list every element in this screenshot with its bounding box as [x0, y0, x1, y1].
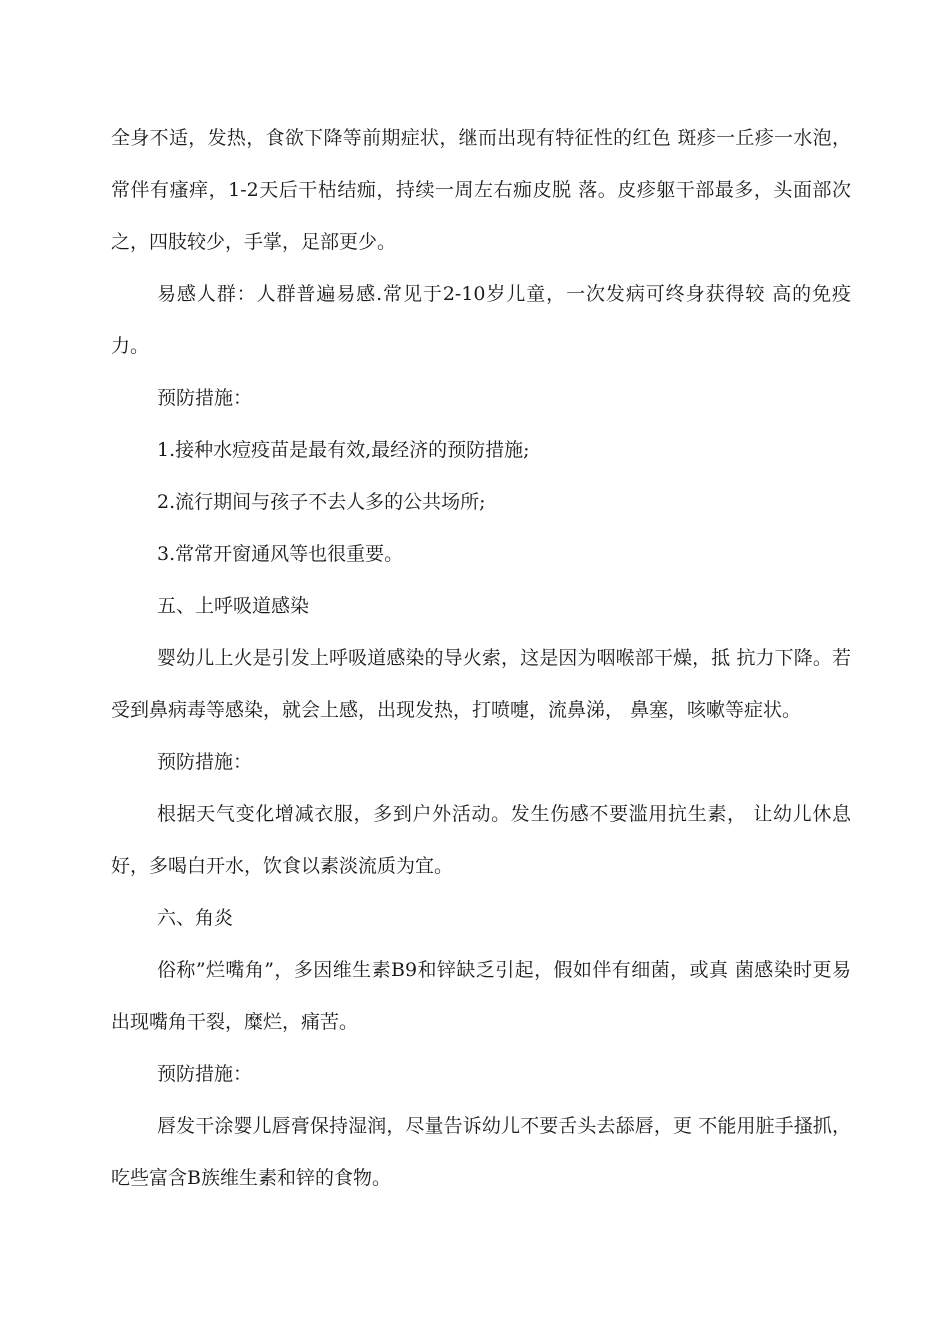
paragraph-respiratory-description: 婴幼儿上火是引发上呼吸道感染的导火索，这是因为咽喉部干燥，抵 抗力下降。若受到鼻病毒等感染，就会上感，出现发热，打喷嚏，流鼻涕， 鼻塞，咳嗽等症状。	[111, 647, 851, 721]
heading-prevention-measures: 预防措施：	[157, 1063, 253, 1085]
heading-prevention-measures: 预防措施：	[157, 387, 253, 409]
paragraph-respiratory-prevention: 根据天气变化增减衣服，多到户外活动。发生伤感不要滥用抗生素， 让幼儿休息好，多喝白开水，饮食以素淡流质为宜。	[111, 803, 851, 877]
paragraph-chickenpox-symptoms: 全身不适，发热，食欲下降等前期症状，继而出现有特征性的红色 斑疹一丘疹一水泡，常伴有瘙痒，1-2天后干枯结痂，持续一周左右痂皮脱 落。皮疹躯干部最多，头面部次之，四肢较少，手掌，足部更少。	[111, 127, 851, 253]
section-heading-upper-respiratory-infection: 五、上呼吸道感染	[157, 595, 310, 617]
section-heading-angular-cheilitis: 六、角炎	[157, 907, 234, 929]
list-item-vaccine: 1.接种水痘疫苗是最有效,最经济的预防措施;	[157, 439, 530, 461]
list-item-ventilation: 3.常常开窗通风等也很重要。	[157, 543, 404, 565]
heading-prevention-measures: 预防措施：	[157, 751, 253, 773]
paragraph-cheilitis-prevention: 唇发干涂婴儿唇膏保持湿润，尽量告诉幼儿不要舌头去舔唇，更 不能用脏手搔抓，吃些富含B族维生素和锌的食物。	[111, 1115, 851, 1189]
document-page	[111, 112, 851, 1204]
list-item-avoid-crowds: 2.流行期间与孩子不去人多的公共场所;	[157, 491, 486, 513]
paragraph-cheilitis-description: 俗称”烂嘴角”，多因维生素B9和锌缺乏引起，假如伴有细菌，或真 菌感染时更易出现嘴角干裂，糜烂，痛苦。	[111, 959, 851, 1033]
paragraph-susceptible-population: 易感人群：人群普遍易感.常见于2-10岁儿童，一次发病可终身获得较 高的免疫力。	[111, 283, 851, 357]
